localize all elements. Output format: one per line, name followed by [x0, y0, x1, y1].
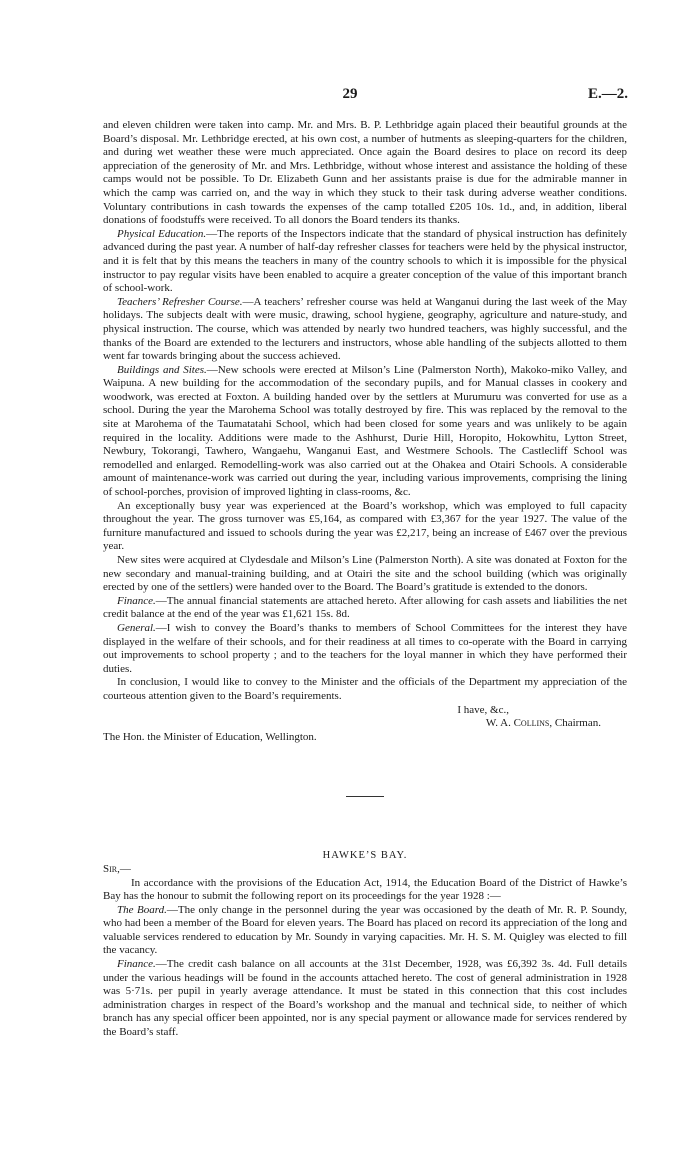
section-divider — [346, 796, 384, 797]
paragraph-text: —I wish to convey the Board’s thanks to members of School Committees for the interest they have displayed in the welfare of their schools, and for their readiness at all times to co-operate with the Board in carrying out improvements to school property ; and to the teachers for the loyal manner in which they have performed their duties. — [103, 621, 627, 675]
signer-title: , Chairman. — [549, 717, 601, 730]
paragraph-camp: and eleven children were taken into camp. Mr. and Mrs. B. P. Lethbridge again placed their beautiful grounds at the Board’s disposal. Mr. Lethbridge erected, at his own cost, a number of hutments as sleeping-quarters for the children, and during wet weather these were much appreciated. Once again the Board desires to place on record its deep appreciation of the generosity of Mr. and Mrs. Lethbridge, without whose interest and assistance the holding of these camps would not be possible. To Dr. Elizabeth Gunn and her assistants praise is due for the admirable manner in which the camp was carried on, and the way in which they stuck to their task during adverse weather conditions. Voluntary contributions in cash towards the expenses of the camp totalled £205 10s. 1d., and, in addition, liberal donations of foodstuffs were received. To all donors the Board tenders its thanks. — [103, 119, 627, 227]
signer-initials: W. A. — [485, 717, 511, 730]
paragraph-refresher-course — [103, 296, 627, 364]
hawkes-bay-body — [103, 877, 627, 1040]
paragraph-text: —New schools were erected at Milson’s Line (Palmerston North), Makoko-miko Valley, and Waipuna. A new building for the accommodation of the secondary pupils, and for Manual classes in cookery and woodwork, was erected at Foxton. A building handed over by the settlers at Murumuru was converted for use as a school. During the year the Marohema School was totally destroyed by fire. This was replaced by the removal to the site at Marohema of the Taumatatahi School, which had been closed for some years and was unlikely to be again required in the locality. Additions were made to the Ashhurst, Durie Hill, Horopito, Hokowhitu, Lytton Street, Newbury, Tokorangi, Tawhero, Wangaehu, Wanganui East, and Westmere Schools. The Castlecliff School was remodelled and enlarged. Remodelling-work was also carried out at the Ohakea and Otairi Schools. A considerable amount of maintenance-work was carried out during the year, including various improvements, comprising the lining of school-porches, provision of improved lighting in class-rooms, &c. — [103, 363, 627, 499]
paragraph-buildings — [103, 364, 627, 500]
paragraph-workshop: An exceptionally busy year was experienced at the Board’s workshop, which was employed to full capacity throughout the year. The gross turnover was £5,164, as compared with £3,367 for the year 1927. The value of the furniture manufactured and issued to schools during the year was £2,217, being an increase of £467 over the previous year. — [103, 499, 627, 553]
heading-buildings: Buildings and Sites. — [117, 363, 207, 376]
paragraph-text: —The annual financial statements are attached hereto. After allowing for cash assets and liabilities the net credit balance at the end of the year was £1,621 15s. 8d. — [103, 594, 627, 621]
heading-refresher-course: Teachers’ Refresher Course. — [117, 295, 243, 308]
heading-physical-education: Physical Education. — [117, 227, 207, 240]
heading-hb-finance: Finance. — [117, 958, 156, 971]
paragraph-text: —The only change in the personnel during the year was occasioned by the death of Mr. R. P. Soundy, who had been a member of the Board for eleven years. The Board has placed on record its appreciation of the long and valuable services rendered to education by Mr. Soundy in varying capacities. Mr. H. S. M. Quigley was elected to fill the vacancy. — [103, 903, 627, 957]
salutation: Sir,— — [103, 862, 131, 875]
page-number: 29 — [342, 86, 358, 102]
paragraph-general — [103, 622, 627, 676]
paragraph-the-board — [103, 904, 627, 958]
paragraph-hb-finance — [103, 958, 627, 1040]
paragraph-text: —A teachers’ refresher course was held at Wanganui during the last week of the May holidays. The subjects dealt with were music, drawing, school hygiene, geography, agriculture and nature-study, and physical instruction. The course, which was attended by nearly two hundred teachers, was highly successful, and the thanks of the Board are extended to the lecturers and instructors, whose able handling of the subjects allotted to them went far towards bringing about the success achieved. — [103, 295, 628, 363]
paragraph-finance — [103, 595, 627, 622]
heading-finance: Finance. — [117, 594, 156, 607]
signature-line — [103, 717, 627, 731]
heading-the-board: The Board. — [117, 903, 167, 916]
signoff — [103, 704, 627, 731]
heading-general: General. — [117, 621, 156, 634]
paragraph-text: —The credit cash balance on all accounts at the 31st December, 1928, was £6,392 3s. 4d. Full details under the various headings will be found in the accounts attached hereto. The cost of general administration in 1928 was 5·71s. per pupil in yearly average attendance. It must be stated in this connection that this cost includes administration charges in respect of the Board’s workshop and the manual and technical side, to neither of which branch has any special officer been appointed, nor is any special payment or allowance made for services rendered by the Board’s staff. — [103, 958, 627, 1039]
paragraph-conclusion: In conclusion, I would like to convey to the Minister and the officials of the Department my appreciation of the courteous attention given to the Board’s requirements. — [103, 676, 627, 702]
paragraph-sites: New sites were acquired at Clydesdale and Milson’s Line (Palmerston North). A site was donated at Foxton for the new secondary and manual-training building, and at Otairi the site and the school building (which was originally erected by one of the settlers) were handed over to the Board. The Board’s gratitude is extended to the donors. — [103, 554, 627, 594]
signer-surname: Collins — [513, 717, 550, 730]
page-body — [103, 119, 627, 1040]
addressee: The Hon. the Minister of Education, Wellington. — [103, 730, 317, 743]
document-code: E.—2. — [587, 86, 628, 102]
paragraph-intro: In accordance with the provisions of the Education Act, 1914, the Education Board of the District of Hawke’s Bay has the honour to submit the following report on its proceedings for the year 1928 :— — [103, 876, 627, 903]
paragraph-text: —The reports of the Inspectors indicate that the standard of physical instruction has definitely advanced during the past year. A number of half-day refresher classes for teachers were held by the physical instructor, and it is felt that by this means the teachers in many of the country schools to which it is impossible for the physical instructor to pay regular visits have been enabled to acquire a greater conception of the value of this important branch of school-work. — [103, 227, 627, 295]
paragraph-physical-education — [103, 228, 627, 296]
signoff-have: I have, &c., — [457, 703, 509, 716]
section-title: HAWKE’S BAY. — [322, 850, 408, 862]
